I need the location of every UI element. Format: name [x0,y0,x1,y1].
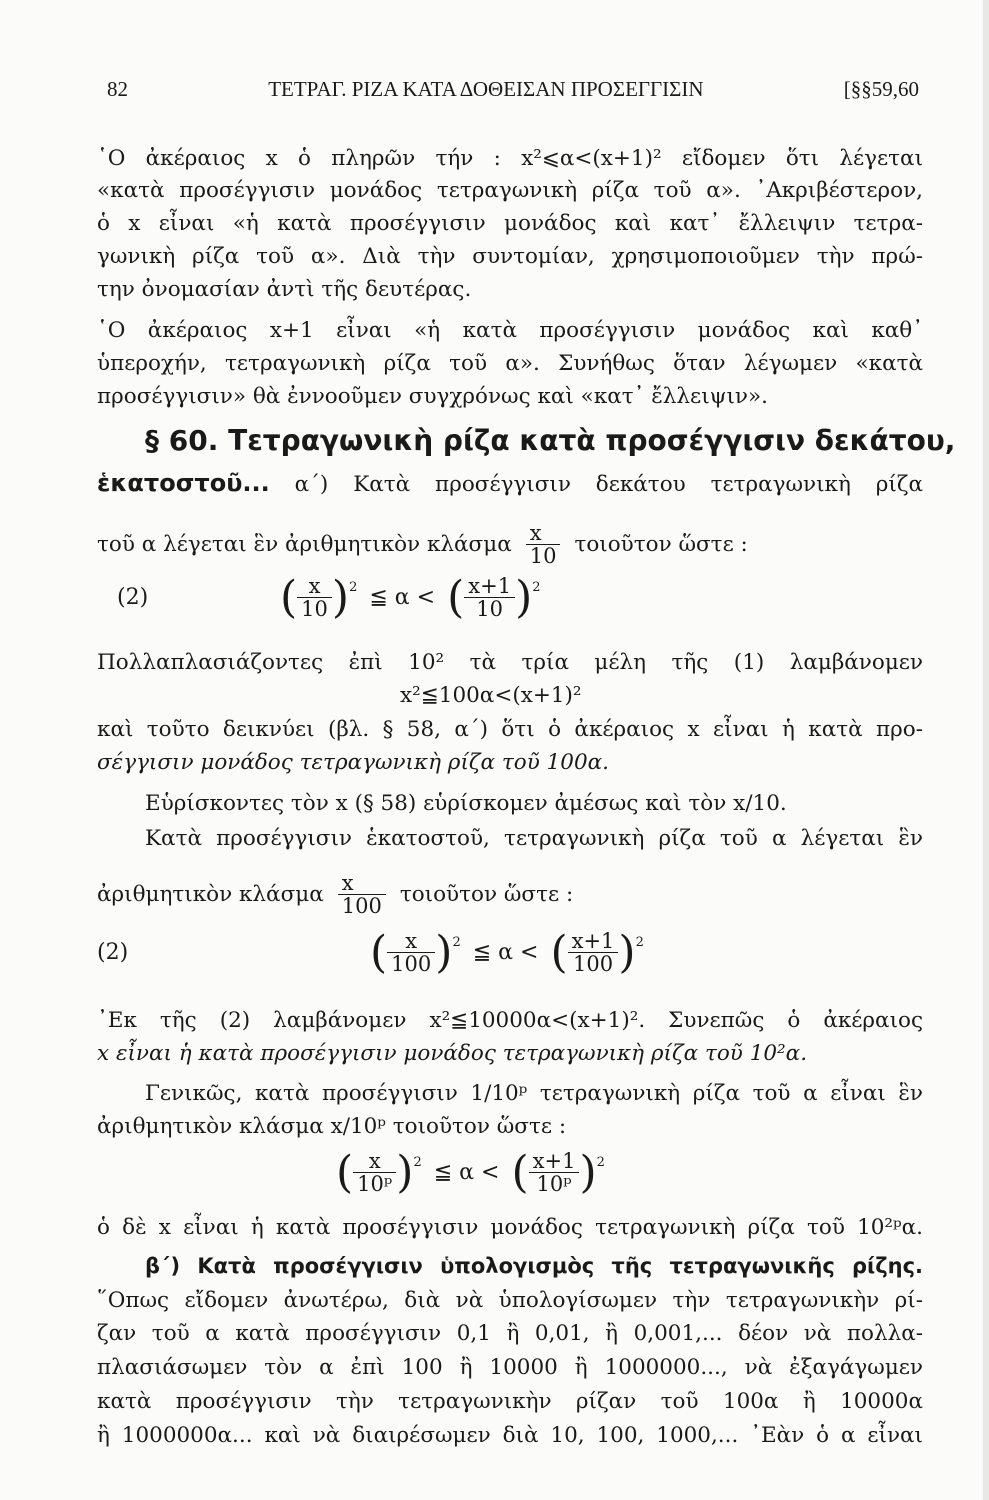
equation-label: (2) [97,939,129,965]
text-line: ὁ x εἶναι «ἡ κατὰ προσέγγισιν μονάδος καὶ κατ᾽ ἔλλειψιν τετρα- [97,211,923,236]
text-line: ῾Ο ἀκέραιος x ὁ πληρῶν τήν : x²⩽α<(x+1)² εἴδομεν ὅτι λέγεται [97,146,923,171]
text-line: ἀριθμητικὸν κλάσμα x/10ᵖ τοιοῦτον ὥστε : [97,1114,567,1139]
inequality: ≦ α < [369,584,436,610]
running-header [107,76,919,102]
section-heading-cont: ἑκατοστοῦ... [97,469,270,497]
section-text-a: α´) Κατὰ προσέγγισιν δεκάτου τετραγωνικὴ ρίζα [294,472,923,497]
fraction-line-tenth [97,522,923,567]
page-edge [983,0,989,1500]
text-line: «κατὰ προσέγγισιν μονάδος τετραγωνικὴ ρίζα τοῦ α». ᾿Ακριβέστερον, [97,178,923,203]
section-heading: § 60. Τετραγωνικὴ ρίζα κατὰ προσέγγισιν δεκάτου, [145,424,956,457]
text-line: Γενικῶς, κατὰ προσέγγισιν 1/10ᵖ τετραγωνικὴ ρίζα τοῦ α εἶναι ἓν [145,1081,923,1106]
text-line: x εἶναι ἡ κατὰ προσέγγισιν μονάδος τετραγωνικὴ ρίζα τοῦ 10²α. [97,1041,808,1066]
text-line: σέγγισιν μονάδος τετραγωνικὴ ρίζα τοῦ 100α. [97,750,610,775]
text-after: τοιοῦτον ὥστε : [574,531,748,557]
fraction-x-over-100: $\frac{x}{100}$ [338,872,386,917]
text-after: τοιοῦτον ὥστε : [399,881,574,907]
equation-general: ( $\frac{x}{\text{10ᵖ}}$ ) $^2$ ≦ α < ( $\frac{x+1}{\text{10ᵖ}}$ ) $^2$ [336,1146,605,1198]
text-before: τοῦ α λέγεται ἓν ἀριθμητικὸν κλάσμα [97,531,512,557]
fraction-line-hundredth [97,872,923,917]
equation-hundredth: (2) ( $\frac{x}{100}$ ) $^2$ ≦ α < ( $\frac{x+1}{100}$ ) $^2$ [97,926,644,978]
text-line: ῞Οπως εἴδομεν ἀνωτέρω, διὰ νὰ ὑπολογίσωμεν τὴν τετραγωνικὴν ρί- [97,1288,923,1313]
text-line: Κατὰ προσέγγισιν ἑκατοστοῦ, τετραγωνικὴ ρίζα τοῦ α λέγεται ἓν [145,826,923,851]
text-line: γωνικὴ ρίζα τοῦ α». Διὰ τὴν συντομίαν, χρησιμοποιοῦμεν τὴν πρώ- [97,244,923,269]
equation-label: (2) [117,584,149,610]
page-number: 82 [107,77,128,101]
text-line: κατὰ προσέγγισιν τὴν τετραγωνικὴν ρίζαν τοῦ 100α ἢ 10000α [97,1389,923,1414]
text-line: πλασιάσωμεν τὸν α ἐπὶ 100 ἢ 10000 ἢ 1000000..., νὰ ἐξαγάγωμεν [97,1355,923,1380]
inequality-line: x²≦100α<(x+1)² [400,683,582,708]
text-line: Εὑρίσκοντες τὸν x (§ 58) εὑρίσκομεν ἀμέσως καὶ τὸν x/10. [145,791,787,816]
fraction-x-over-10: $\frac{x}{10}$ [526,522,561,567]
section-ref: [§§59,60 [843,77,919,101]
text-line: προσέγγισιν» θὰ ἐννοοῦμεν συγχρόνως καὶ «κατ᾽ ἔλλειψιν». [97,384,768,409]
text-line: ὑπεροχήν, τετραγωνικὴ ρίζα τοῦ α». Συνήθως ὅταν λέγωμεν «κατὰ [97,351,923,376]
text-before: ἀριθμητικὸν κλάσμα [97,881,324,907]
text-line: Πολλαπλασιάζοντες ἐπὶ 10² τὰ τρία μέλη τῆς (1) λαμβάνομεν [97,650,923,675]
header-title: ΤΕΤΡΑΓ. ΡΙΖΑ ΚΑΤΑ ΔΟΘΕΙΣΑΝ ΠΡΟΣΕΓΓΙΣΙΝ [268,77,704,101]
text-line: καὶ τοῦτο δεικνύει (βλ. § 58, α´) ὅτι ὁ ἀκέραιος x εἶναι ἡ κατὰ προ- [97,717,923,742]
text-line: ῾Ο ἀκέραιος x+1 εἶναι «ἡ κατὰ προσέγγισιν μονάδος καὶ καθ᾽ [97,318,923,343]
text-line: ἢ 1000000α... καὶ νὰ διαιρέσωμεν διὰ 10, 100, 1000,... ᾿Εὰν ὁ α εἶναι [97,1423,923,1448]
section-intro-line [97,470,923,498]
text-line: ὁ δὲ x εἶναι ἡ κατὰ προσέγγισιν μονάδος τετραγωνικὴ ρίζα τοῦ 10²ᵖα. [97,1215,923,1240]
text-line: την ὀνομασίαν ἀντὶ τῆς δευτέρας. [97,277,472,302]
subsection-heading: β´) Κατὰ προσέγγισιν ὑπολογισμὸς τῆς τετραγωνικῆς ρίζης. [145,1254,923,1278]
inequality: ≦ α < [472,939,539,965]
equation-tenth: (2) ( $\frac{x}{10}$ ) $^2$ ≦ α < ( $\frac{x+1}{10}$ ) $^2$ [117,571,541,623]
inequality: ≦ α < [433,1159,500,1185]
text-line: ζαν τοῦ α κατὰ προσέγγισιν 0,1 ἢ 0,01, ἢ 0,001,... δέον νὰ πολλα- [97,1321,923,1346]
text-line: ᾿Εκ τῆς (2) λαμβάνομεν x²≦10000α<(x+1)². Συνεπῶς ὁ ἀκέραιος [97,1008,923,1033]
